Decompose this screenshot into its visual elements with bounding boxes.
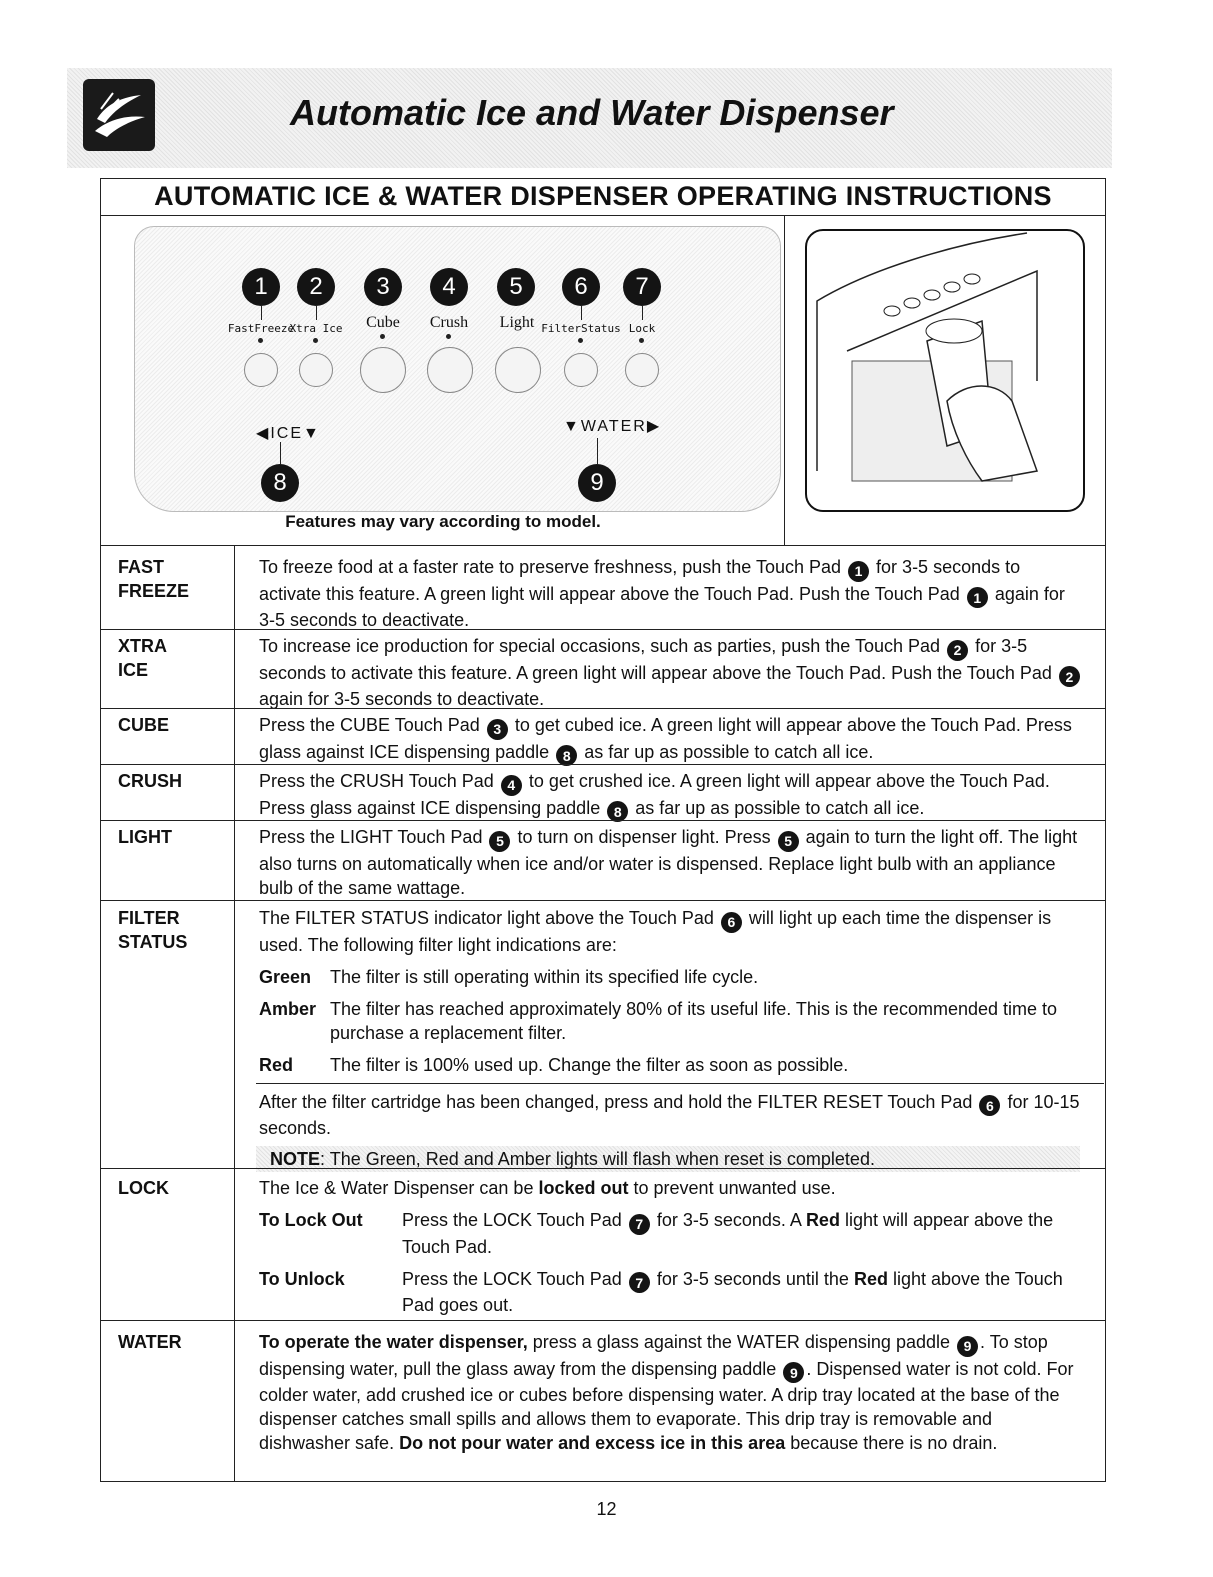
divider <box>100 900 1106 901</box>
callout-6-icon: 6 <box>979 1095 1000 1116</box>
row-text: Press the CUBE Touch Pad 3 to get cubed ice. A green light will appear above the Touch Pad. Press glass against ICE dispensing paddle 8 as far up as possible to catch all ice. <box>259 713 1084 766</box>
callout-3-icon: 3 <box>487 719 508 740</box>
water-zone-label: ▼WATER▶ <box>563 418 662 435</box>
touch-pad-fast-freeze <box>244 353 278 387</box>
touch-pad-filter-status <box>564 353 598 387</box>
divider <box>100 820 1106 821</box>
callout-4: 4 <box>430 268 468 306</box>
callout-9-icon: 9 <box>957 1336 978 1357</box>
callout-line <box>280 442 281 464</box>
callout-5: 5 <box>497 268 535 306</box>
pad-label-fast-freeze: FastFreeze <box>227 322 295 335</box>
pad-label-lock: Lock <box>628 322 656 335</box>
pad-label-crush: Crush <box>429 314 469 331</box>
callout-6: 6 <box>562 268 600 306</box>
callout-4-icon: 4 <box>501 775 522 796</box>
callout-8-icon: 8 <box>556 745 577 766</box>
callout-7: 7 <box>623 268 661 306</box>
divider <box>100 1320 1106 1321</box>
pad-label-xtra-ice: Xtra Ice <box>289 322 343 335</box>
pad-label-cube: Cube <box>366 314 400 331</box>
unlock-step: To Unlock Press the LOCK Touch Pad 7 for 3-5 seconds until the Red light above the Touch Pad goes out. <box>259 1268 1063 1315</box>
indicator-light <box>578 338 583 343</box>
touch-pad-cube <box>360 347 406 393</box>
row-label: LIGHT <box>118 827 172 847</box>
callout-1: 1 <box>242 268 280 306</box>
filter-indicator-green: Green The filter is still operating within its specified life cycle. <box>259 966 759 987</box>
reset-note: NOTE: The Green, Red and Amber lights will flash when reset is completed. <box>256 1146 1080 1172</box>
row-label: XTRA ICE <box>118 636 167 680</box>
callout-1-icon: 1 <box>967 587 988 608</box>
callout-line <box>581 306 582 320</box>
touch-pad-xtra-ice <box>299 353 333 387</box>
callout-line <box>642 306 643 320</box>
section-heading: AUTOMATIC ICE & WATER DISPENSER OPERATING INSTRUCTIONS <box>154 181 1052 211</box>
row-text: The Ice & Water Dispenser can be locked out to prevent unwanted use. To Lock Out Press the LOCK Touch Pad 7 for 3-5 seconds. A Red light will appear above the Touch Pad. To Unlock Press the LOCK Touch Pad 7 for 3-5 seconds until the Red light above the Touch Pad goes out. <box>259 1176 1084 1317</box>
row-text: The FILTER STATUS indicator light above the Touch Pad 6 will light up each time the dispenser is used. The following filter light indications are: Green The filter is still operating within its specified life cycle. Amber The filter has reached approximately 80% of its useful life. This is the recommended time to purchase a replacement filter. Red The filter is 100% used up. Change the filter as soon as possible. After the filter cartridge has been changed, press and hold the FILTER RESET Touch Pad 6 for 10-15 seconds. NOTE: The Green, Red and Amber lights will flash when reset is completed. <box>259 906 1084 1172</box>
filter-indicator-amber: Amber The filter has reached approximately 80% of its useful life. This is the recommended time to purchase a replacement filter. <box>259 998 1058 1043</box>
callout-2-icon: 2 <box>947 640 968 661</box>
divider <box>100 545 1106 546</box>
divider <box>100 708 1106 709</box>
callout-2-icon: 2 <box>1059 666 1080 687</box>
row-label: FAST FREEZE <box>118 557 190 601</box>
row-text: To operate the water dispenser, press a glass against the WATER dispensing paddle 9 . To stop dispensing water, pull the glass away from the dispensing paddle 9 . Dispensed water is not cold. For colder water, add crushed ice or cubes before dispensing water. A drip tray located at the base of the dispenser catches small spills and allows them to evaporate. This drip tray is removable and dishwasher safe. Do not pour water and excess ice in this area because there is no drain. <box>259 1332 1074 1453</box>
touch-pad-lock <box>625 353 659 387</box>
page-title: Automatic Ice and Water Dispenser <box>290 92 894 133</box>
row-label: CRUSH <box>118 771 183 791</box>
row-label: CUBE <box>118 715 170 735</box>
divider <box>100 1168 1106 1169</box>
row-text: Press the LIGHT Touch Pad 5 to turn on dispenser light. Press 5 again to turn the light off. The light also turns on automatically when ice and/or water is dispensed. Replace light bulb with an appliance bulb of the same wattage. <box>259 827 1078 898</box>
callout-5-icon: 5 <box>489 831 510 852</box>
callout-2: 2 <box>297 268 335 306</box>
features-note: Features may vary according to model. <box>285 512 601 531</box>
row-text: To freeze food at a faster rate to preserve freshness, push the Touch Pad 1 for 3-5 seconds to activate this feature. A green light will appear above the Touch Pad. Push the Touch Pad 1 again for 3-5 seconds to deactivate. <box>259 557 1065 630</box>
callout-line <box>261 306 262 320</box>
page-number: 12 <box>596 1499 617 1519</box>
callout-5-icon: 5 <box>778 831 799 852</box>
row-label: WATER <box>118 1332 182 1352</box>
pad-label-filter-status: FilterStatus <box>541 322 621 335</box>
ice-zone-label: ◀ICE▼ <box>256 425 321 442</box>
touch-pad-crush <box>427 347 473 393</box>
row-text: To increase ice production for special occasions, such as parties, push the Touch Pad 2 for 3-5 seconds to activate this feature. A green light will appear above the Touch Pad. Push the Touch Pad 2 again for 3-5 seconds to deactivate. <box>259 634 1084 711</box>
divider <box>100 764 1106 765</box>
callout-9: 9 <box>578 464 616 502</box>
indicator-light <box>258 338 263 343</box>
dispenser-illustration <box>805 229 1085 512</box>
callout-7-icon: 7 <box>629 1214 650 1235</box>
lock-out-step: To Lock Out Press the LOCK Touch Pad 7 for 3-5 seconds. A Red light will appear above the Touch Pad. <box>259 1210 1054 1257</box>
indicator-light <box>313 338 318 343</box>
indicator-light <box>446 334 451 339</box>
row-label: LOCK <box>118 1178 169 1198</box>
callout-line <box>597 438 598 464</box>
callout-6-icon: 6 <box>721 912 742 933</box>
divider <box>256 1083 1104 1084</box>
ice-logo-icon <box>83 79 155 151</box>
divider <box>100 629 1106 630</box>
control-panel-diagram <box>101 216 785 545</box>
divider <box>234 545 235 1482</box>
row-text: Press the CRUSH Touch Pad 4 to get crushed ice. A green light will appear above the Touch Pad. Press glass against ICE dispensing paddle 8 as far up as possible to catch all ice. <box>259 769 1084 822</box>
indicator-light <box>639 338 644 343</box>
pad-label-light: Light <box>499 314 535 331</box>
callout-8-icon: 8 <box>607 801 628 822</box>
callout-7-icon: 7 <box>629 1272 650 1293</box>
indicator-light <box>380 334 385 339</box>
callout-8: 8 <box>261 464 299 502</box>
row-label: FILTER STATUS <box>118 908 188 952</box>
callout-line <box>316 306 317 320</box>
callout-9-icon: 9 <box>783 1362 804 1383</box>
callout-3: 3 <box>364 268 402 306</box>
filter-indicator-red: Red The filter is 100% used up. Change the filter as soon as possible. <box>259 1054 849 1075</box>
callout-1-icon: 1 <box>848 561 869 582</box>
touch-pad-light <box>495 347 541 393</box>
